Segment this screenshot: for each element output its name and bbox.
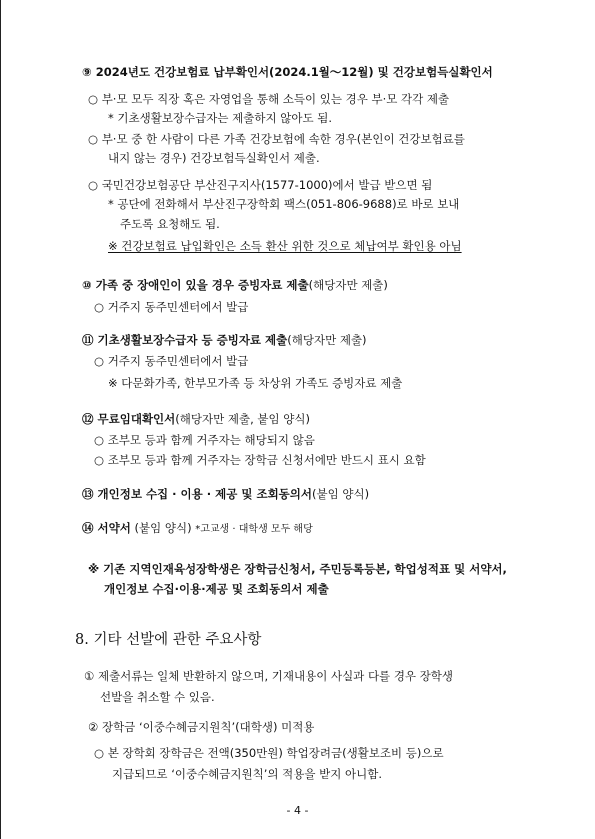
- section-13-title: [82, 486, 369, 502]
- section-10-title: [82, 277, 388, 293]
- section-11-item-1: ○ 거주지 동주민센터에서 발급: [94, 354, 249, 368]
- section-9-item-1: ○ 부·모 모두 직장 혹은 자영업을 통해 소득이 있는 경우 부·모 각각 제출: [88, 92, 450, 106]
- page-left-border: [0, 0, 1, 839]
- section-10-item-1: ○ 거주지 동주민센터에서 발급: [94, 300, 249, 314]
- section-11-title-note: (해당자만 제출): [287, 333, 367, 347]
- section-14-title-note: (붙임 양식): [130, 521, 196, 535]
- section-12-item-2: ○ 조부모 등과 함께 거주자는 장학금 신청서에만 반드시 표시 요함: [94, 453, 426, 467]
- section-8-item-2-detail-cont: 지급되므로 ‘이중수혜금지원칙’의 적용을 받지 아니함.: [112, 767, 382, 781]
- section-11-title-main: ⑪ 기초생활보장수급자 등 증빙자료 제출: [82, 333, 288, 347]
- section-9-item-2: ○ 부·모 중 한 사람이 다른 가족 건강보험에 속한 경우(본인이 건강보험료를: [88, 132, 465, 146]
- section-8-item-1-cont: 선발을 취소할 수 있음.: [100, 690, 215, 704]
- section-9-note-2: * 공단에 전화해서 부산진구장학회 팩스(051-806-9688)로 바로 보내: [108, 197, 460, 211]
- section-13-title-main: ⑬ 개인정보 수집 · 이용 · 제공 및 조회동의서: [82, 487, 313, 501]
- section-10-title-main: ⑩ 가족 중 장애인이 있을 경우 증빙자료 제출: [82, 278, 309, 292]
- section-14-title: [82, 520, 313, 538]
- notice-line-1: ※ 기존 지역인재육성장학생은 장학금신청서, 주민등록등본, 학업성적표 및 서약서,: [88, 562, 507, 576]
- section-9-title: ⑨ 2024년도 건강보험료 납부확인서(2024.1월～12월) 및 건강보험득실확인서: [82, 65, 493, 79]
- section-9-item-2-cont: 내지 않는 경우) 건강보험득실확인서 제출.: [108, 151, 320, 165]
- section-10-title-note: (해당자만 제출): [308, 278, 388, 292]
- section-8-item-2-title: ② 장학금 ‘이중수혜금지원칙’(대학생) 미적용: [88, 720, 315, 734]
- section-9-note-1: * 기초생활보장수급자는 제출하지 않아도 됨.: [108, 111, 332, 125]
- page-number: - 4 -: [286, 804, 309, 817]
- section-12-title-main: ⑫ 무료임대확인서: [82, 412, 176, 426]
- section-9-remark: ※ 건강보험료 납입확인은 소득 환산 위한 것으로 체납여부 확인용 아님: [108, 239, 462, 253]
- section-13-title-note: (붙임 양식): [312, 487, 370, 501]
- section-11-title: [82, 332, 367, 348]
- section-8-item-2-detail: ○ 본 장학회 장학금은 전액(350만원) 학업장려금(생활보조비 등)으로: [94, 746, 444, 760]
- section-8-heading: 8. 기타 선발에 관한 주요사항: [75, 632, 262, 648]
- notice-line-2: 개인정보 수집·이용·제공 및 조회동의서 제출: [104, 582, 329, 596]
- section-14-audience-note: *고교생 · 대학생 모두 해당: [195, 524, 313, 535]
- section-14-title-main: ⑭ 서약서: [82, 521, 131, 535]
- section-12-item-1: ○ 조부모 등과 함께 거주자는 해당되지 않음: [94, 433, 315, 447]
- section-12-title-note: (해당자만 제출, 붙임 양식): [175, 412, 310, 426]
- section-8-item-1: ① 제출서류는 일체 반환하지 않으며, 기재내용이 사실과 다를 경우 장학생: [84, 669, 454, 683]
- section-12-title: [82, 411, 310, 427]
- section-11-remark: ※ 다문화가족, 한부모가족 등 차상위 가족도 증빙자료 제출: [108, 376, 403, 390]
- section-9-item-3: ○ 국민건강보험공단 부산진구지사(1577-1000)에서 발급 받으면 됨: [88, 178, 433, 192]
- section-9-note-2-cont: 주도록 요청해도 됨.: [120, 217, 220, 231]
